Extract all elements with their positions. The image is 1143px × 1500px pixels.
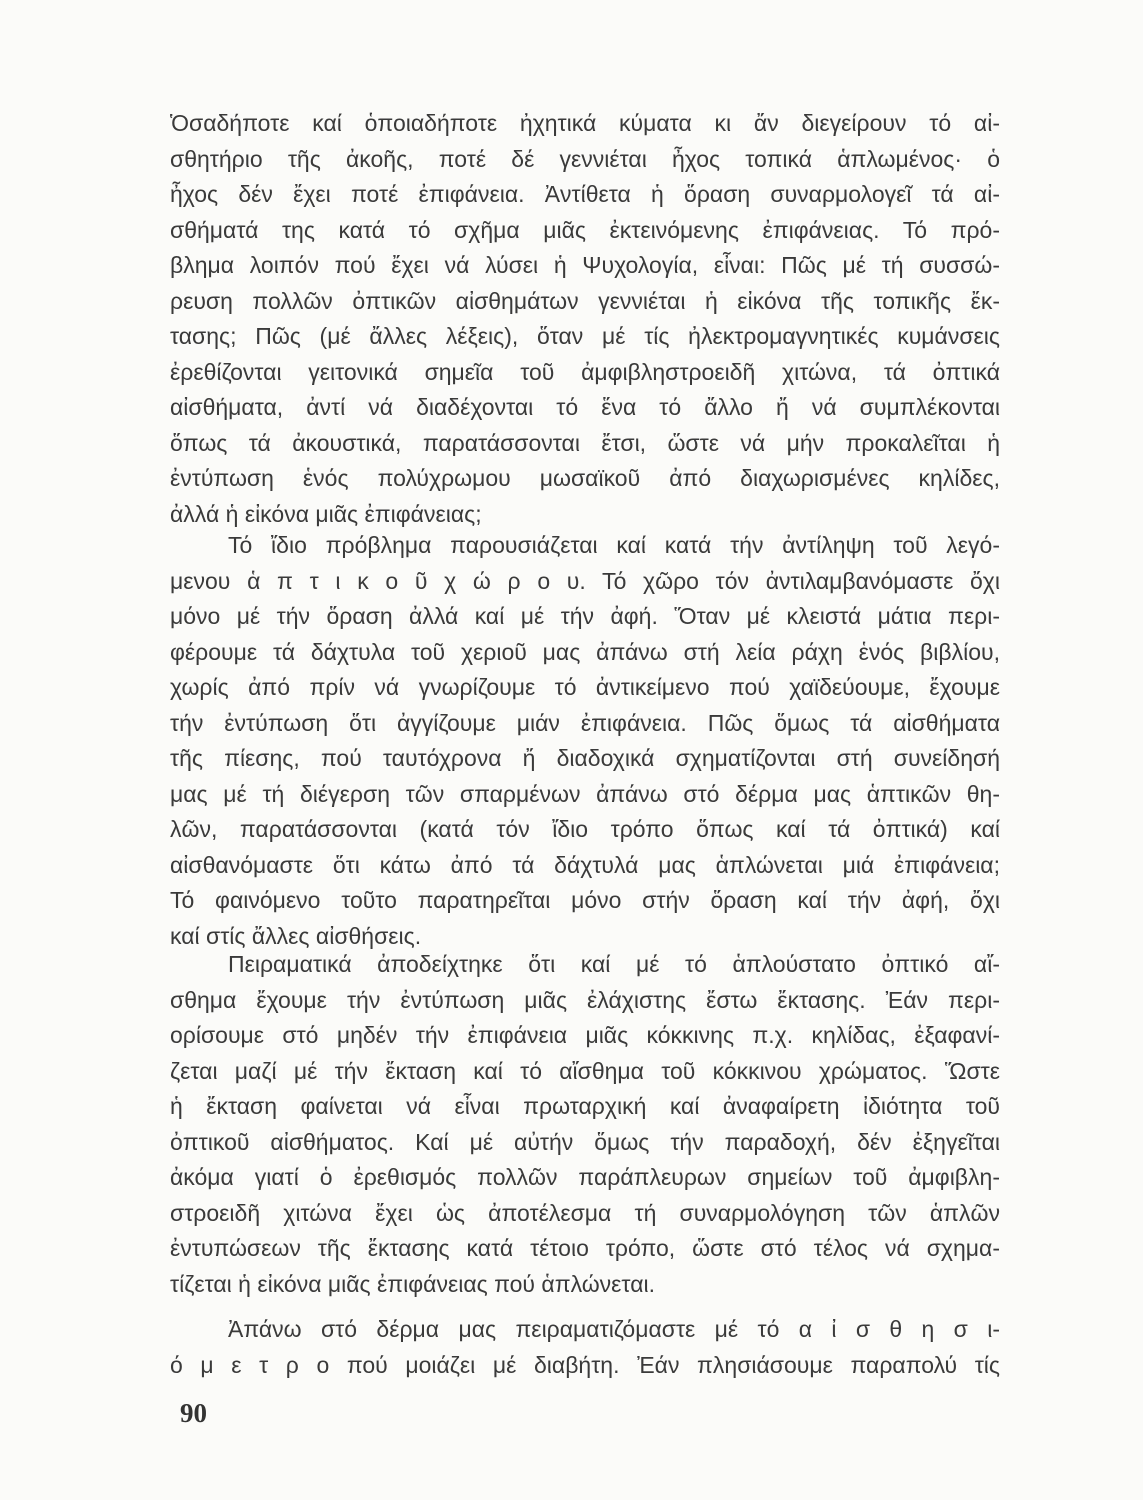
text-line: ὀπτικοῦ αἰσθήματος. Καί μέ αὐτήν ὅμως τήν παραδοχή, δέν ἐξηγεῖται <box>170 1128 1000 1155</box>
text-line: μας μέ τή διέγερση τῶν σπαρμένων ἀπάνω στό δέρμα μας ἁπτικῶν θη- <box>170 780 1000 807</box>
text-line: ἀκόμα γιατί ὁ ἐρεθισμός πολλῶν παράπλευρων σημείων τοῦ ἀμφιβλη- <box>170 1164 1000 1190</box>
paragraph <box>170 106 1000 532</box>
text-line: τήν ἐντύπωση ὅτι ἀγγίζουμε μιάν ἐπιφάνεια. Πῶς ὅμως τά αἰσθήματα <box>170 709 1000 736</box>
text-line: ἐντυπώσεων τῆς ἔκτασης κατά τέτοιο τρόπο, ὥστε στό τέλος νά σχημα- <box>170 1235 1000 1261</box>
text-line: ὅπως τά ἀκουστικά, παρατάσσονται ἔτσι, ὥστε νά μήν προκαλεῖται ἡ <box>170 429 1000 456</box>
text-line: μενου ἁ π τ ι κ ο ῦ χ ώ ρ ο υ. Τό χῶρο τόν ἀντιλαμβανόμαστε ὄχι <box>170 567 1000 594</box>
paragraph <box>170 947 1000 1302</box>
text-line: ἐρεθίζονται γειτονικά σημεῖα τοῦ ἀμφιβληστροειδῆ χιτώνα, τά ὀπτικά <box>170 358 1000 385</box>
text-line: τίζεται ἡ εἰκόνα μιᾶς ἐπιφάνειας πού ἁπλώνεται. <box>170 1270 655 1297</box>
text-line: βλημα λοιπόν πού ἔχει νά λύσει ἡ Ψυχολογία, εἶναι: Πῶς μέ τή συσσώ- <box>170 252 1000 278</box>
text-line: Τό ἴδιο πρόβλημα παρουσιάζεται καί κατά τήν ἀντίληψη τοῦ λεγό- <box>228 532 1000 558</box>
text-line: χωρίς ἀπό πρίν νά γνωρίζουμε τό ἀντικείμενο πού χαϊδεύουμε, ἔχουμε <box>170 674 1000 700</box>
paragraph <box>170 1312 1000 1383</box>
text-line: αἰσθανόμαστε ὅτι κάτω ἀπό τά δάχτυλά μας ἁπλώνεται μιά ἐπιφάνεια; <box>170 851 1000 878</box>
text-line: Πειραματικά ἀποδείχτηκε ὅτι καί μέ τό ἁπλούστατο ὀπτικό αἴ- <box>228 951 1000 977</box>
text-line: μόνο μέ τήν ὅραση ἀλλά καί μέ τήν ἀφή. Ὅταν μέ κλειστά μάτια περι- <box>170 603 1000 629</box>
text-line: ἡ ἔκταση φαίνεται νά εἶναι πρωταρχική καί ἀναφαίρετη ἰδιότητα τοῦ <box>170 1093 1000 1119</box>
text-line: ρευση πολλῶν ὀπτικῶν αἰσθημάτων γεννιέται ἡ εἰκόνα τῆς τοπικῆς ἔκ- <box>170 287 1000 314</box>
text-line: ζεται μαζί μέ τήν ἔκταση καί τό αἴσθημα τοῦ κόκκινου χρώματος. Ὥστε <box>170 1057 1000 1084</box>
text-line: ό μ ε τ ρ ο πού μοιάζει μέ διαβήτη. Ἐάν πλησιάσουμε παραπολύ τίς <box>170 1351 1000 1378</box>
text-line: τῆς πίεσης, πού ταυτόχρονα ἤ διαδοχικά σχηματίζονται στή συνείδησή <box>170 745 1000 771</box>
text-line: στροειδῆ χιτώνα ἔχει ὡς ἀποτέλεσμα τή συναρμολόγηση τῶν ἁπλῶν <box>170 1199 1000 1226</box>
text-line: σθητήριο τῆς ἀκοῆς, ποτέ δέ γεννιέται ἦχος τοπικά ἁπλωμένος· ὁ <box>170 145 1000 172</box>
text-line: λῶν, παρατάσσονται (κατά τόν ἴδιο τρόπο ὅπως καί τά ὀπτικά) καί <box>170 816 1000 842</box>
text-line: αἰσθήματα, ἀντί νά διαδέχονται τό ἕνα τό ἄλλο ἤ νά συμπλέκονται <box>170 394 1000 420</box>
text-line: σθήματά της κατά τό σχῆμα μιᾶς ἐκτεινόμενης ἐπιφάνειας. Τό πρό- <box>170 216 1000 243</box>
text-line: ἀλλά ἡ εἰκόνα μιᾶς ἐπιφάνειας; <box>170 500 482 527</box>
text-line: ορίσουμε στό μηδέν τήν ἐπιφάνεια μιᾶς κόκκινης π.χ. κηλίδας, ἐξαφανί- <box>170 1022 1000 1048</box>
text-line: φέρουμε τά δάχτυλα τοῦ χεριοῦ μας ἀπάνω στή λεία ράχη ἑνός βιβλίου, <box>170 638 1000 665</box>
page-number: 90 <box>180 1398 207 1428</box>
text-line: ἐντύπωση ἑνός πολύχρωμου μωσαϊκοῦ ἀπό διαχωρισμένες κηλίδες, <box>170 465 1000 491</box>
text-line: Τό φαινόμενο τοῦτο παρατηρεῖται μόνο στήν ὅραση καί τήν ἀφή, ὄχι <box>170 887 1000 913</box>
text-line: Ἀπάνω στό δέρμα μας πειραματιζόμαστε μέ τό α ἰ σ θ η σ ι- <box>228 1316 1000 1342</box>
text-line: καί στίς ἄλλες αἰσθήσεις. <box>170 922 422 949</box>
paragraph <box>170 528 1000 954</box>
text-line: τασης; Πῶς (μέ ἄλλες λέξεις), ὅταν μέ τίς ἠλεκτρομαγνητικές κυμάνσεις <box>170 323 1000 349</box>
text-line: ἦχος δέν ἔχει ποτέ ἐπιφάνεια. Ἀντίθετα ἡ ὅραση συναρμολογεῖ τά αἰ- <box>170 181 1000 207</box>
text-line: σθημα ἔχουμε τήν ἐντύπωση μιᾶς ἐλάχιστης ἔστω ἔκτασης. Ἐάν περι- <box>170 986 1000 1013</box>
text-line: Ὁσαδήποτε καί ὁποιαδήποτε ἠχητικά κύματα κι ἄν διεγείρουν τό αἰ- <box>170 110 1000 136</box>
